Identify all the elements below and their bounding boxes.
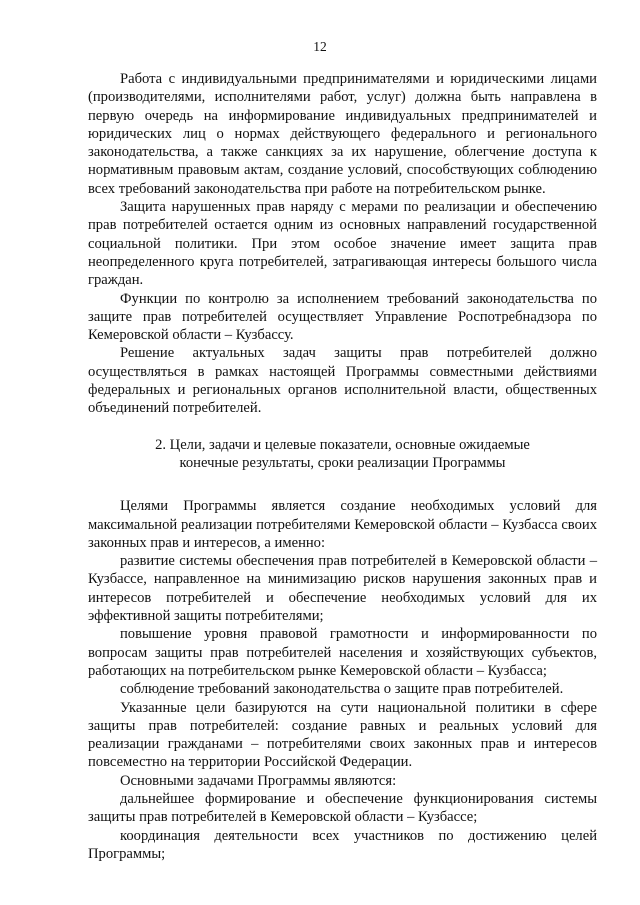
paragraph: соблюдение требований законодательства о защите прав потребителей. — [120, 681, 564, 698]
section-heading-line: 2. Цели, задачи и целевые показатели, основные ожидаемые — [155, 436, 530, 453]
paragraph: Указанные цели базируются на сути национальной политики в сфере защиты прав потребителей: создание равных и реальных условий для реализации гражданами – потребителями своих законных прав и интересов повсеместно на территории Российской Федерации. — [88, 699, 597, 771]
paragraph: Работа с индивидуальными предпринимателями и юридическими лицами (производителями, исполнителями работ, услуг) должна быть направлена в первую очередь на информирование индивидуальных предпринимателей и юридических лиц о нормах действующего федерального и регионального законодательства, а также санкциях за их нарушение, облегчение доступа к нормативным правовым актам, создание условий, способствующих соблюдению всех требований законодательства при работе на потребительском рынке. — [88, 71, 597, 197]
paragraph: Защита нарушенных прав наряду с мерами по реализации и обеспечению прав потребителей остается одним из основных направлений государственной социальной политики. При этом особое значение имеет защита прав неопределенного круга потребителей, затрагивающая интересы большого числа граждан. — [88, 199, 597, 289]
document-body — [88, 70, 597, 863]
paragraph: повышение уровня правовой грамотности и информированности по вопросам защиты прав потребителей населения и хозяйствующих субъектов, работающих на потребительском рынке Кемеровской области – Кузбасса; — [88, 626, 597, 679]
paragraph: Целями Программы является создание необходимых условий для максимальной реализации потребителями Кемеровской области – Кузбасса своих законных прав и интересов, а именно: — [88, 498, 597, 551]
page-number: 12 — [313, 39, 327, 54]
paragraph: координация деятельности всех участников по достижению целей Программы; — [88, 827, 597, 862]
paragraph: развитие системы обеспечения прав потребителей в Кемеровской области – Кузбассе, направленное на минимизацию рисков нарушения законных прав и интересов потребителей и обеспечение необходимых условий для их эффективной защиты потребителями; — [88, 553, 597, 625]
paragraph: дальнейшее формирование и обеспечение функционирования системы защиты прав потребителей в Кемеровской области – Кузбассе; — [88, 790, 597, 826]
section-heading — [88, 418, 597, 498]
paragraph: Основными задачами Программы являются: — [120, 772, 397, 789]
paragraph: Функции по контролю за исполнением требований законодательства по защите прав потребителей осуществляет Управление Роспотребнадзора по Кемеровской области – Кузбассу. — [88, 290, 597, 344]
paragraph: Решение актуальных задач защиты прав потребителей должно осуществляться в рамках настоящей Программы совместными действиями федеральных и региональных органов исполнительной власти, общественных объединений потребителей. — [88, 345, 597, 417]
section-heading-line: конечные результаты, сроки реализации Программы — [179, 454, 506, 471]
